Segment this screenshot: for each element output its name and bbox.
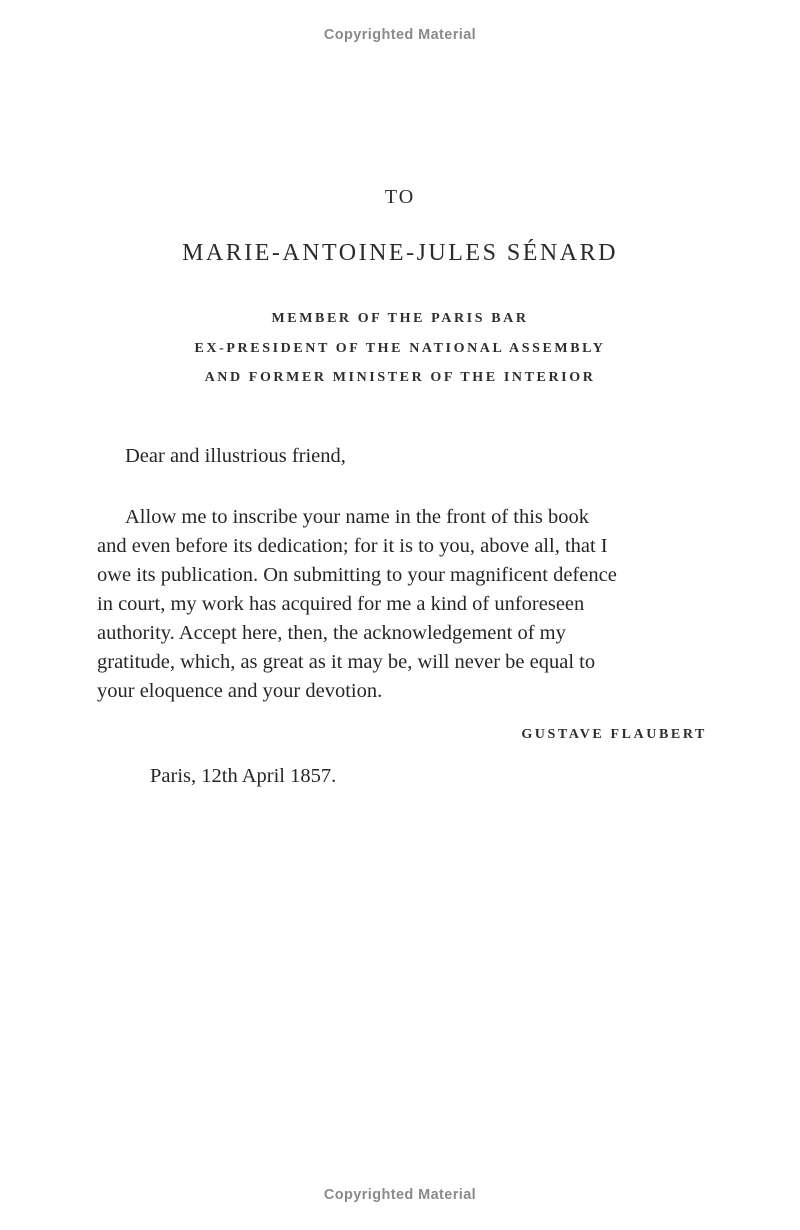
body-line: owe its publication. On submitting to your magnificent defence bbox=[97, 564, 617, 586]
copyright-notice-top: Copyrighted Material bbox=[323, 27, 477, 43]
salutation: Dear and illustrious friend, bbox=[125, 445, 346, 467]
body-line: your eloquence and your devotion. bbox=[97, 680, 383, 702]
body-line: in court, my work has acquired for me a kind of unforeseen bbox=[97, 593, 585, 615]
copyright-notice-bottom: Copyrighted Material bbox=[323, 1187, 477, 1203]
dateline: Paris, 12th April 1857. bbox=[150, 765, 337, 787]
body-line: gratitude, which, as great as it may be, will never be equal to bbox=[97, 651, 596, 673]
title-line-paris-bar: MEMBER OF THE PARIS BAR bbox=[271, 311, 529, 326]
title-line-national-assembly: EX-PRESIDENT OF THE NATIONAL ASSEMBLY bbox=[194, 340, 606, 356]
dedicatee-name: MARIE-ANTOINE-JULES SÉNARD bbox=[182, 240, 618, 266]
dedicatee-titles bbox=[0, 304, 800, 393]
dedication-body bbox=[97, 503, 737, 706]
body-line: authority. Accept here, then, the acknowledgement of my bbox=[97, 622, 566, 644]
title-line-minister-interior: AND FORMER MINISTER OF THE INTERIOR bbox=[204, 370, 596, 385]
author-signature: GUSTAVE FLAUBERT bbox=[521, 727, 707, 742]
body-line: Allow me to inscribe your name in the front of this book bbox=[125, 506, 590, 528]
dedication-to: TO bbox=[384, 186, 416, 208]
body-line: and even before its dedication; for it is to you, above all, that I bbox=[97, 535, 608, 557]
